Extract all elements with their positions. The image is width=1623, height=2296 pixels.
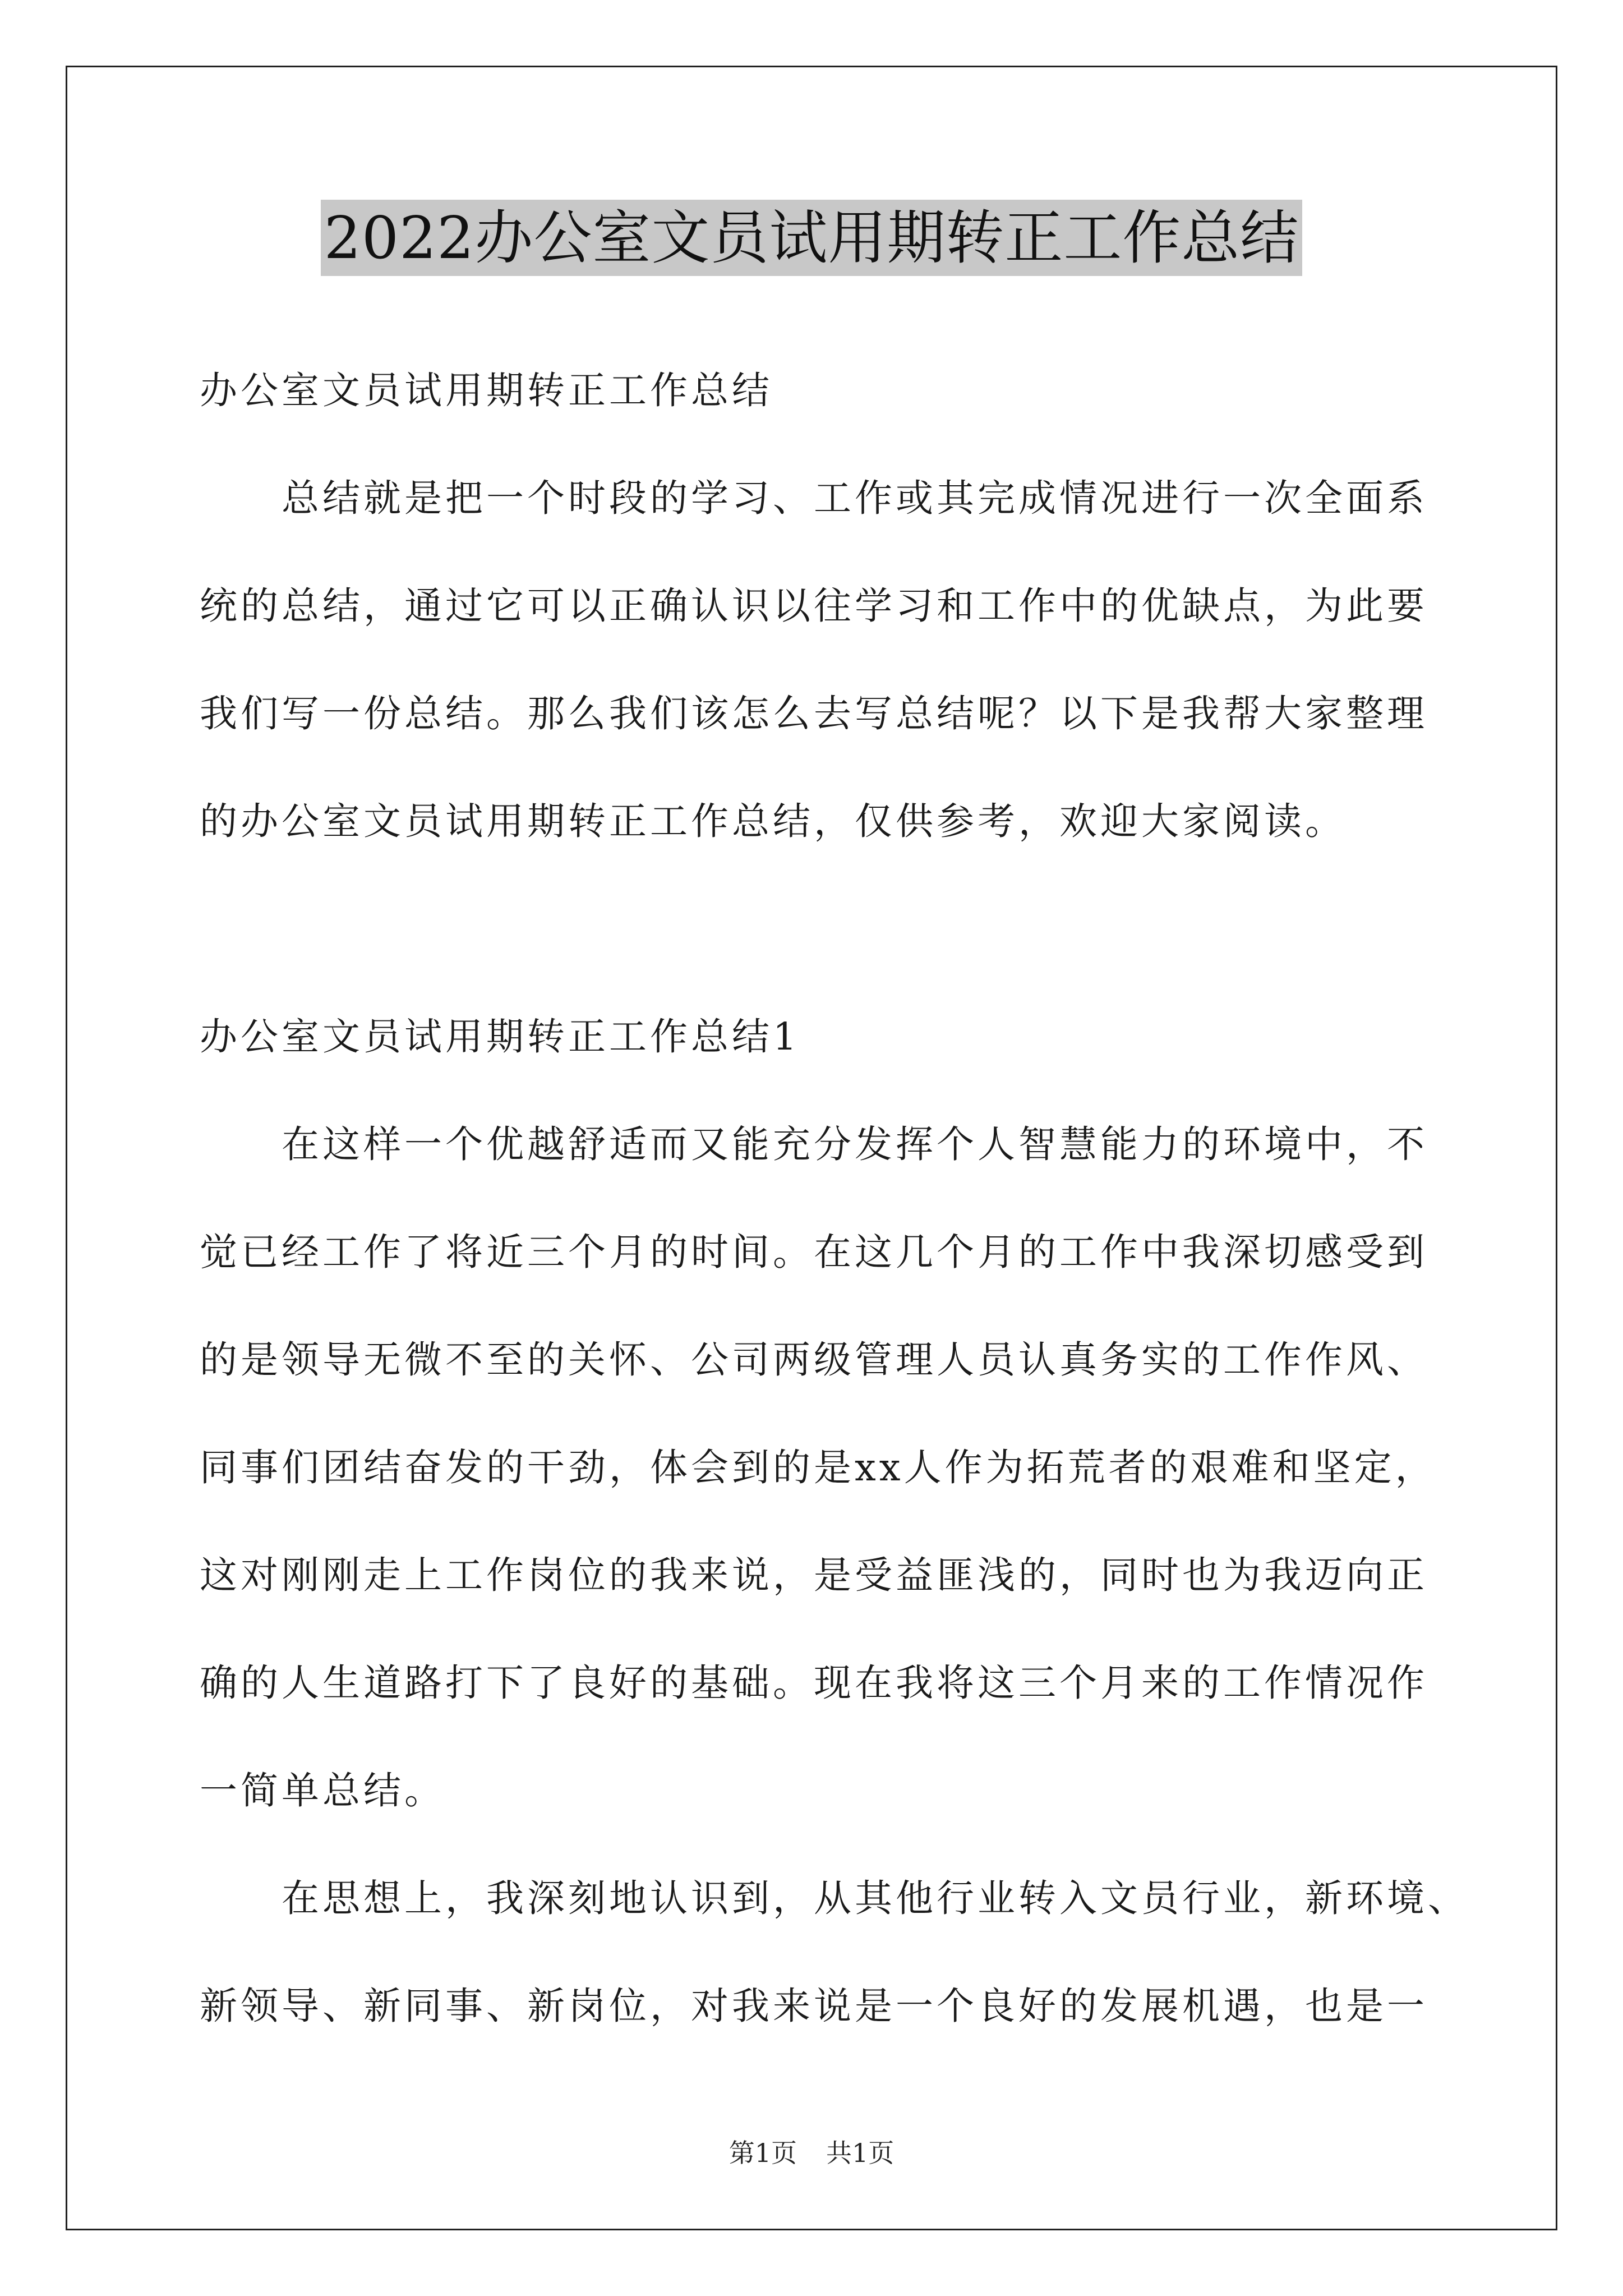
paragraph-line: 总结就是把一个时段的学习、工作或其完成情况进行一次全面系 — [282, 476, 1428, 520]
paragraph-line: 一简单总结。 — [200, 1769, 445, 1812]
page-footer — [0, 2136, 1623, 2170]
section-heading: 办公室文员试用期转正工作总结1 — [200, 1015, 800, 1059]
paragraph-line: 的办公室文员试用期转正工作总结，仅供参考，欢迎大家阅读。 — [200, 799, 1346, 843]
paragraph-line: 统的总结，通过它可以正确认识以往学习和工作中的优缺点，为此要 — [200, 584, 1428, 628]
subtitle: 办公室文员试用期转正工作总结 — [200, 369, 773, 412]
paragraph-line: 在这样一个优越舒适而又能充分发挥个人智慧能力的环境中，不 — [282, 1122, 1428, 1166]
paragraph-line: 我们写一份总结。那么我们该怎么去写总结呢？以下是我帮大家整理 — [200, 692, 1428, 735]
document-title: 2022办公室文员试用期转正工作总结 — [321, 200, 1303, 276]
title-area — [0, 200, 1623, 276]
page-number: 第1页 — [728, 2138, 797, 2168]
paragraph-line: 觉已经工作了将近三个月的时间。在这几个月的工作中我深切感受到 — [200, 1230, 1428, 1274]
page-total: 共1页 — [826, 2138, 895, 2168]
paragraph-line: 确的人生道路打下了良好的基础。现在我将这三个月来的工作情况作 — [200, 1661, 1428, 1705]
paragraph-line: 的是领导无微不至的关怀、公司两级管理人员认真务实的工作作风、 — [200, 1338, 1428, 1382]
paragraph-line: 这对刚刚走上工作岗位的我来说，是受益匪浅的，同时也为我迈向正 — [200, 1553, 1428, 1597]
section-gap — [200, 875, 1461, 983]
document-body — [200, 337, 1469, 2060]
paragraph-line: 在思想上，我深刻地认识到，从其他行业转入文员行业，新环境、 — [282, 1876, 1469, 1920]
paragraph-line: 新领导、新同事、新岗位，对我来说是一个良好的发展机遇，也是一 — [200, 1984, 1428, 2028]
paragraph-line: 同事们团结奋发的干劲，体会到的是xx人作为拓荒者的艰难和坚定， — [200, 1446, 1436, 1489]
